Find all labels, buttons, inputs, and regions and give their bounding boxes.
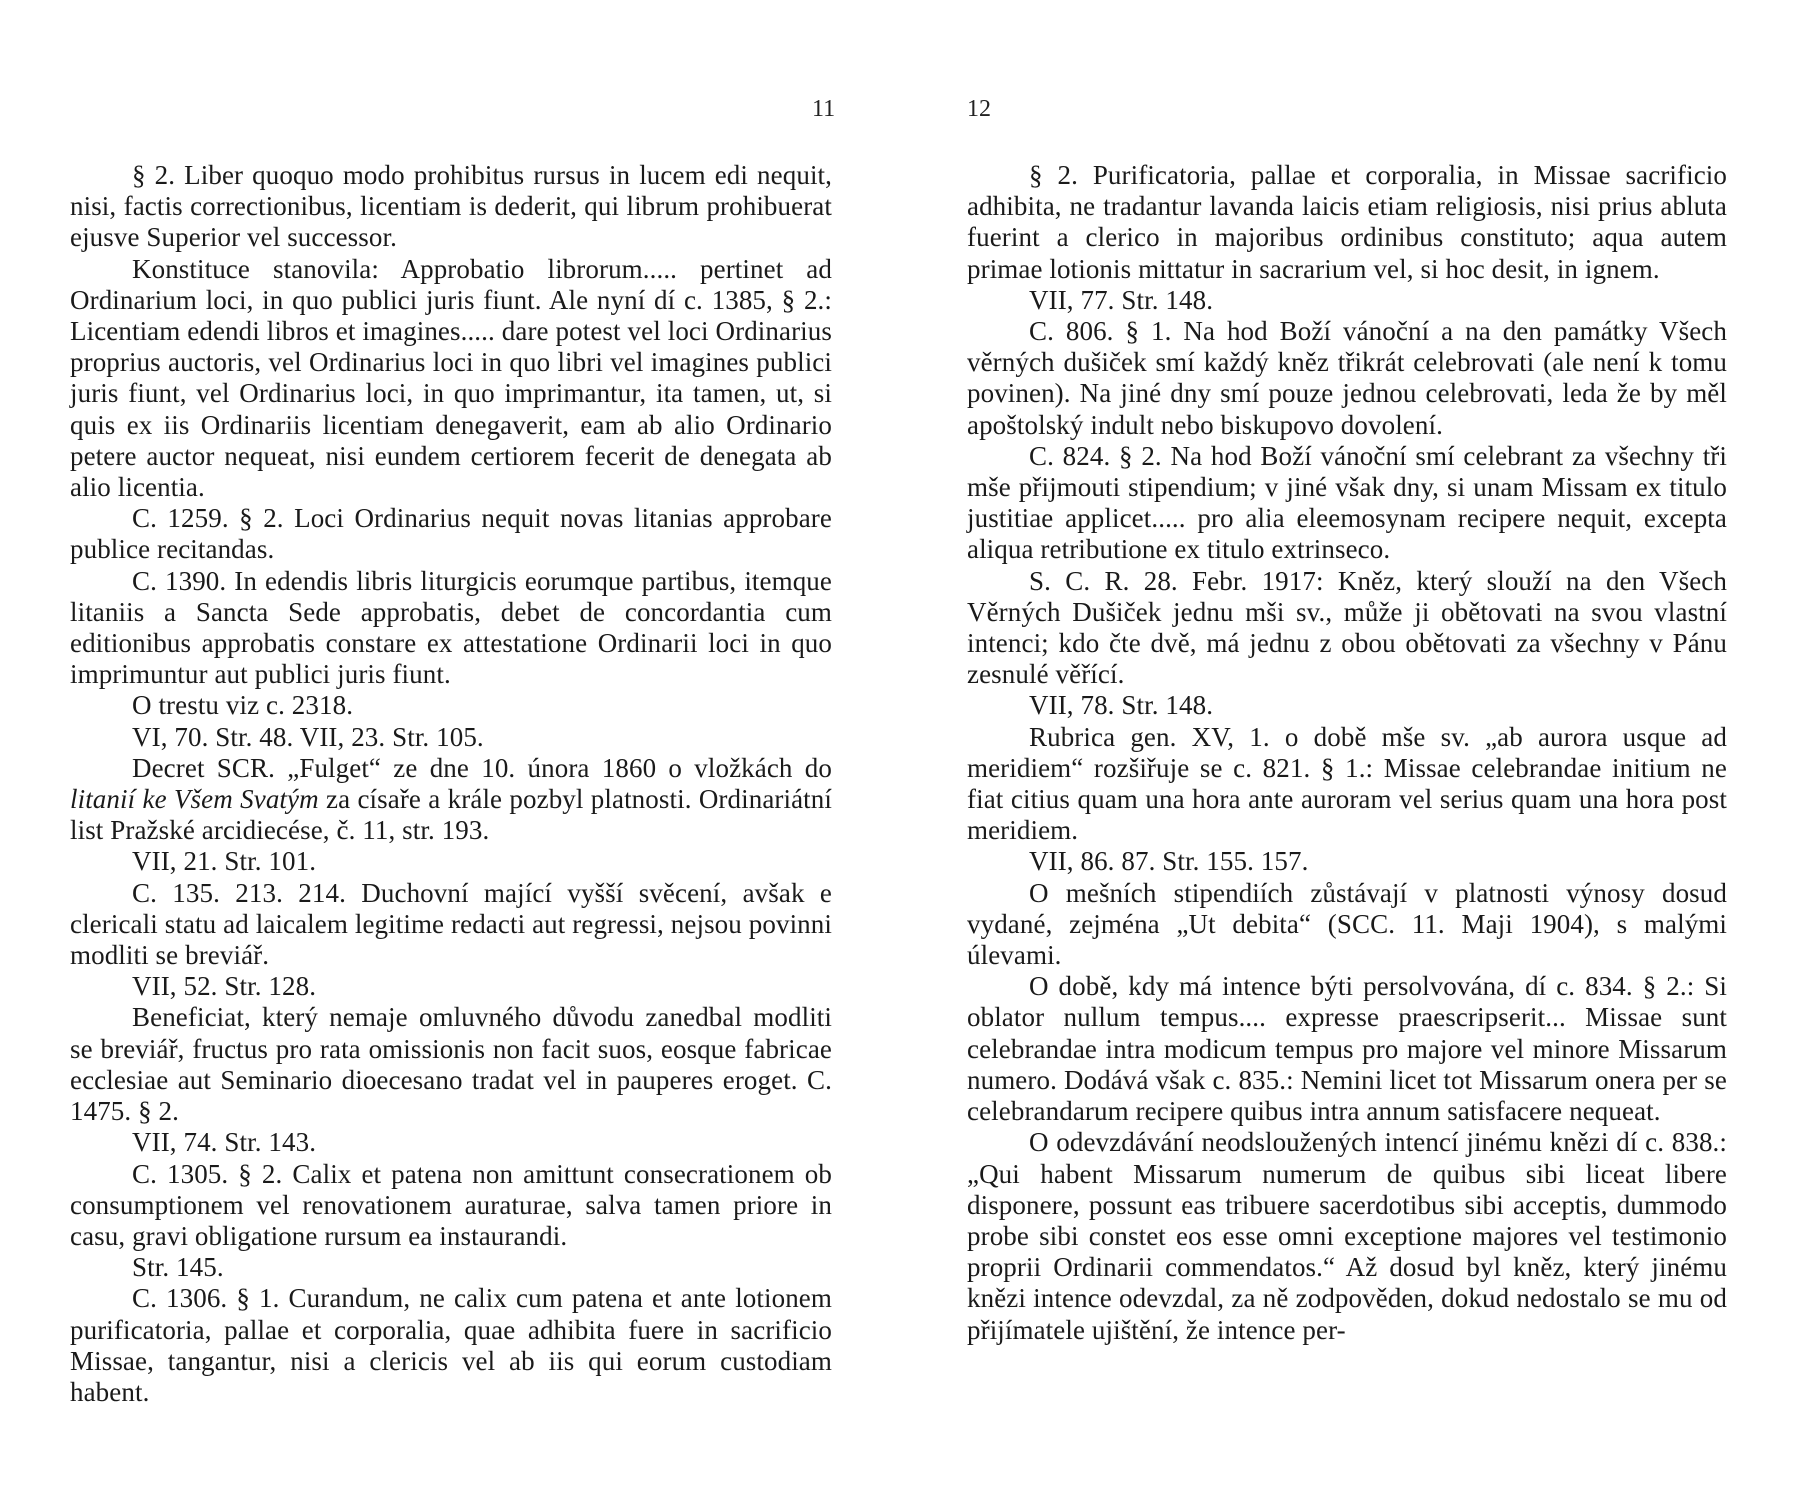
paragraph: § 2. Purificatoria, pallae et corporalia, in Missae sacrificio adhibita, ne tradantur lavanda laicis etiam religiosis, nisi prius abluta fuerint a clerico in majoribus ordinibus constituto; aqua autem primae lotionis mittatur in sacrarium vel, si hoc desit, in ignem. [967,160,1727,284]
paragraph: O odevzdávání neodsloužených intencí jinému knězi dí c. 838.: „Qui habent Missarum numerum de quibus sibi liceat libere disponere, possunt eas tribuere sacerdotibus sibi acceptis, dummodo probe sibi constet eos esse omni exceptione majores vel testimonio proprii Ordinarii commendatos.“ Až dosud byl kněz, který jinému knězi intence odevzdal, za ně zodpověden, dokud nedostalo se mu od přijímatele ujištění, že intence per- [967,1127,1727,1345]
paragraph: C. 1259. § 2. Loci Ordinarius nequit novas litanias approbare publice recitandas. [70,503,832,565]
paragraph: § 2. Liber quoquo modo prohibitus rursus in lucem edi nequit, nisi, factis correctionibus, licentiam is dederit, qui librum prohibuerat ejusve Superior vel successor. [70,160,832,253]
paragraph: VI, 70. Str. 48. VII, 23. Str. 105. [132,721,484,752]
paragraph: VII, 78. Str. 148. [1029,690,1214,721]
right-page [897,0,1794,1500]
paragraph: C. 1305. § 2. Calix et patena non amittunt consecrationem ob consumptionem vel renovationem auraturae, salva tamen priore in casu, gravi obligatione rursum ea instaurandi. [70,1158,832,1251]
paragraph: VII, 77. Str. 148. [1029,284,1214,315]
paragraph: VII, 21. Str. 101. [132,846,317,877]
decret-paragraph [70,753,832,847]
italic-title: litanií ke Všem Svatým [70,784,319,815]
paragraph: Konstituce stanovila: Approbatio librorum..... pertinet ad Ordinarium loci, in quo publici juris fiunt. Ale nyní dí c. 1385, § 2.: Licentiam edendi libros et imagines..... dare potest vel loci Ordinarius proprius auctoris, vel Ordinarius loci in quo libri vel imagines publici juris fiunt, vel Ordinarius loci, in quo imprimantur, ita tamen, ut, si quis ex iis Ordinariis licentiam denegaverit, eam ab alio Ordinario petere auctor nequeat, nisi eundem certiorem fecerit de denegata ab alio licentia. [70,253,832,503]
paragraph: O mešních stipendiích zůstávají v platnosti výnosy dosud vydané, zejména „Ut debita“ (SCC. 11. Maji 1904), s malými úlevami. [967,877,1727,971]
paragraph: S. C. R. 28. Febr. 1917: Kněz, který slouží na den Všech Věrných Dušiček jednu mši sv., může ji obětovati na svou vlastní intenci; kdo čte dvě, má jednu z obou obětovati za všechny v Pánu zesnulé věřící. [967,565,1727,690]
paragraph: C. 806. § 1. Na hod Boží vánoční a na den památky Všech věrných dušiček smí každý kněz třikrát celebrovati (ale není k tomu povinen). Na jiné dny smí pouze jednou celebrovati, leda že by měl apoštolský indult nebo biskupovo dovolení. [967,316,1727,440]
page-number: 12 [967,96,991,122]
paragraph: O trestu viz c. 2318. [132,690,354,721]
paragraph: VII, 86. 87. Str. 155. 157. [1029,846,1309,877]
paragraph: C. 824. § 2. Na hod Boží vánoční smí celebrant za všechny tři mše přijmouti stipendium; v jiné však dny, si unam Missam ex titulo justitiae applicet..... pro alia eleemosynam recipere nequit, excepta aliqua retributione ex titulo extrinseco. [967,440,1727,565]
paragraph: C. 1306. § 1. Curandum, ne calix cum patena et ante lotionem purificatoria, pallae et corporalia, quae adhibita fuere in sacrificio Missae, tangantur, nisi a clericis vel ab iis qui eorum custodiam habent. [70,1283,832,1407]
text-column [967,160,1727,1346]
paragraph: C. 135. 213. 214. Duchovní mající vyšší svěcení, avšak e clericali statu ad laicalem legitime redacti aut regressi, nejsou povinni modliti se breviář. [70,877,832,971]
paragraph: VII, 52. Str. 128. [132,971,317,1002]
paragraph: VII, 74. Str. 143. [132,1127,317,1158]
text-run: Decret SCR. „Fulget“ ze dne 10. února 1860 o vložkách do [132,752,832,783]
paragraph: Beneficiat, který nemaje omluvného důvodu zanedbal modliti se breviář, fructus pro rata omissionis non facit suos, eosque fabricae ecclesiae aut Seminario dioecesano tradat vel in pauperes eroget. C. 1475. § 2. [70,1002,832,1127]
paragraph: C. 1390. In edendis libris liturgicis eorumque partibus, itemque litaniis a Sancta Sede approbatis, debet de concordantia cum editionibus approbatis constare ex attestatione Ordinarii loci in quo imprimuntur aut publici juris fiunt. [70,565,832,690]
paragraph: Str. 145. [132,1252,224,1283]
text-column [70,160,832,1408]
paragraph: Rubrica gen. XV, 1. o době mše sv. „ab aurora usque ad meridiem“ rozšiřuje se c. 821. § 1.: Missae celebrandae initium ne fiat citius quam una hora ante auroram vel serius quam una hora post meridiem. [967,721,1727,846]
paragraph: O době, kdy má intence býti persolvována, dí c. 834. § 2.: Si oblator nullum tempus.... expresse praescripserit... Missae sunt celebrandae intra modicum tempus pro majore vel minore Missarum numero. Dodává však c. 835.: Nemini licet tot Missarum onera per se celebrandarum recipere quibus intra annum satisfacere nequeat. [967,971,1727,1127]
page-number: 11 [812,96,836,122]
text-run: za císaře a krále pozbyl platnosti. Ordinariátní list Pražské arcidiecése, č. 11, str. 193. [70,784,832,846]
